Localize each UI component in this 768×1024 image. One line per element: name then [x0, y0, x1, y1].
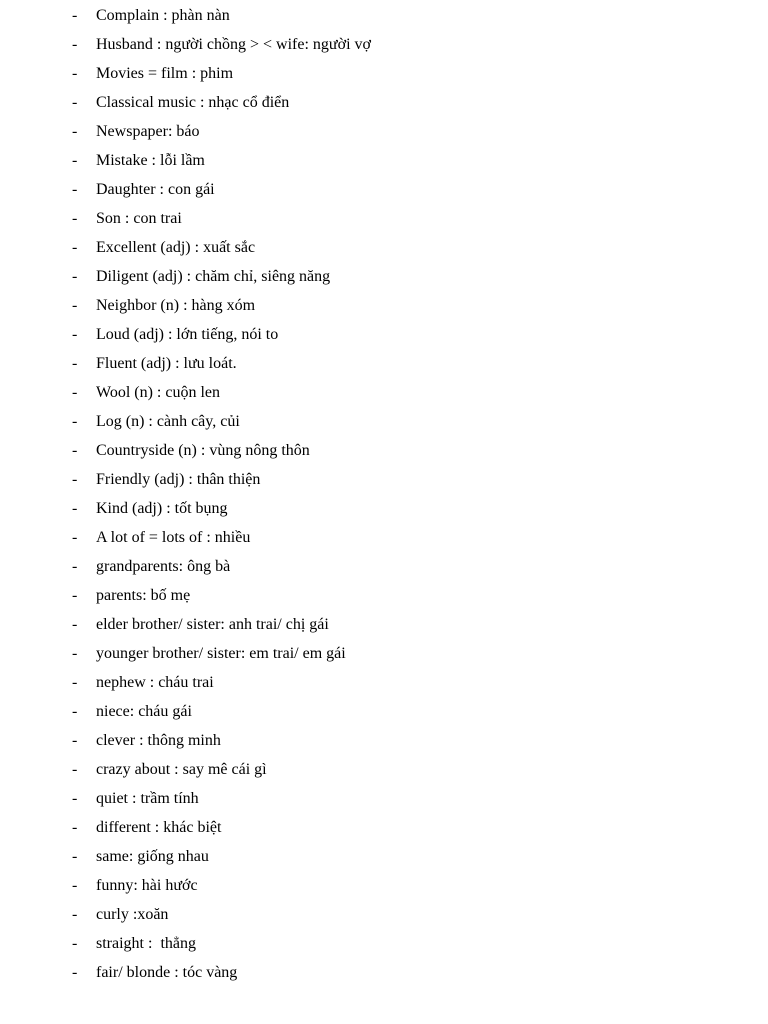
- list-item: [0, 88, 768, 117]
- vocabulary-entry: quiet : trầm tính: [96, 790, 199, 807]
- list-item: [0, 291, 768, 320]
- vocabulary-entry: A lot of = lots of : nhiều: [96, 529, 251, 546]
- vocabulary-entry: Wool (n) : cuộn len: [96, 384, 221, 401]
- list-item: [0, 349, 768, 378]
- bullet-dash: -: [72, 239, 78, 256]
- list-item: [0, 755, 768, 784]
- vocabulary-entry: Daughter : con gái: [96, 181, 215, 198]
- vocabulary-entry: Loud (adj) : lớn tiếng, nói to: [96, 326, 279, 343]
- bullet-dash: -: [72, 819, 78, 836]
- vocabulary-entry: Mistake : lỗi lầm: [96, 152, 205, 169]
- list-item: [0, 378, 768, 407]
- vocabulary-entry: crazy about : say mê cái gì: [96, 761, 267, 778]
- list-item: [0, 146, 768, 175]
- bullet-dash: -: [72, 761, 78, 778]
- list-item: [0, 262, 768, 291]
- vocabulary-entry: elder brother/ sister: anh trai/ chị gái: [96, 616, 329, 633]
- bullet-dash: -: [72, 326, 78, 343]
- vocabulary-entry: Log (n) : cành cây, củi: [96, 413, 240, 430]
- list-item: [0, 581, 768, 610]
- list-item: [0, 1, 768, 30]
- bullet-dash: -: [72, 790, 78, 807]
- list-item: [0, 929, 768, 958]
- bullet-dash: -: [72, 181, 78, 198]
- bullet-dash: -: [72, 587, 78, 604]
- vocabulary-entry: same: giống nhau: [96, 848, 209, 865]
- vocabulary-entry: younger brother/ sister: em trai/ em gái: [96, 645, 346, 662]
- list-item: [0, 958, 768, 987]
- vocabulary-entry: Complain : phàn nàn: [96, 7, 230, 24]
- list-item: [0, 784, 768, 813]
- bullet-dash: -: [72, 558, 78, 575]
- bullet-dash: -: [72, 65, 78, 82]
- bullet-dash: -: [72, 877, 78, 894]
- list-item: [0, 117, 768, 146]
- vocabulary-entry: parents: bố mẹ: [96, 587, 191, 604]
- list-item: [0, 726, 768, 755]
- bullet-dash: -: [72, 152, 78, 169]
- vocabulary-entry: Husband : người chồng > < wife: người vợ: [96, 36, 371, 53]
- bullet-dash: -: [72, 645, 78, 662]
- bullet-dash: -: [72, 355, 78, 372]
- vocabulary-list: [0, 1, 768, 987]
- vocabulary-entry: Neighbor (n) : hàng xóm: [96, 297, 256, 314]
- bullet-dash: -: [72, 703, 78, 720]
- bullet-dash: -: [72, 616, 78, 633]
- list-item: [0, 842, 768, 871]
- list-item: [0, 697, 768, 726]
- bullet-dash: -: [72, 297, 78, 314]
- bullet-dash: -: [72, 848, 78, 865]
- list-item: [0, 204, 768, 233]
- vocabulary-entry: fair/ blonde : tóc vàng: [96, 964, 238, 981]
- vocabulary-entry: Diligent (adj) : chăm chỉ, siêng năng: [96, 268, 331, 285]
- bullet-dash: -: [72, 210, 78, 227]
- vocabulary-entry: different : khác biệt: [96, 819, 222, 836]
- vocabulary-entry: Classical music : nhạc cổ điển: [96, 94, 290, 111]
- list-item: [0, 175, 768, 204]
- vocabulary-entry: Countryside (n) : vùng nông thôn: [96, 442, 310, 459]
- vocabulary-entry: nephew : cháu trai: [96, 674, 214, 691]
- list-item: [0, 320, 768, 349]
- list-item: [0, 233, 768, 262]
- bullet-dash: -: [72, 413, 78, 430]
- bullet-dash: -: [72, 471, 78, 488]
- list-item: [0, 900, 768, 929]
- bullet-dash: -: [72, 36, 78, 53]
- vocabulary-entry: Kind (adj) : tốt bụng: [96, 500, 228, 517]
- vocabulary-entry: Fluent (adj) : lưu loát.: [96, 355, 237, 372]
- list-item: [0, 871, 768, 900]
- vocabulary-entry: Excellent (adj) : xuất sắc: [96, 239, 256, 256]
- vocabulary-entry: curly :xoăn: [96, 906, 169, 923]
- bullet-dash: -: [72, 7, 78, 24]
- bullet-dash: -: [72, 674, 78, 691]
- vocabulary-entry: niece: cháu gái: [96, 703, 192, 720]
- bullet-dash: -: [72, 442, 78, 459]
- vocabulary-entry: Son : con trai: [96, 210, 182, 227]
- bullet-dash: -: [72, 935, 78, 952]
- vocabulary-entry: Newspaper: báo: [96, 123, 200, 140]
- vocabulary-entry: clever : thông minh: [96, 732, 221, 749]
- vocabulary-entry: Movies = film : phim: [96, 65, 234, 82]
- vocabulary-entry: funny: hài hước: [96, 877, 198, 894]
- bullet-dash: -: [72, 732, 78, 749]
- bullet-dash: -: [72, 964, 78, 981]
- bullet-dash: -: [72, 268, 78, 285]
- bullet-dash: -: [72, 500, 78, 517]
- bullet-dash: -: [72, 529, 78, 546]
- list-item: [0, 610, 768, 639]
- list-item: [0, 436, 768, 465]
- list-item: [0, 407, 768, 436]
- list-item: [0, 494, 768, 523]
- list-item: [0, 30, 768, 59]
- list-item: [0, 59, 768, 88]
- vocabulary-entry: straight : thẳng: [96, 935, 196, 952]
- bullet-dash: -: [72, 123, 78, 140]
- list-item: [0, 813, 768, 842]
- vocabulary-entry: Friendly (adj) : thân thiện: [96, 471, 261, 488]
- list-item: [0, 465, 768, 494]
- bullet-dash: -: [72, 906, 78, 923]
- vocabulary-entry: grandparents: ông bà: [96, 558, 231, 575]
- list-item: [0, 668, 768, 697]
- list-item: [0, 552, 768, 581]
- list-item: [0, 523, 768, 552]
- list-item: [0, 639, 768, 668]
- bullet-dash: -: [72, 384, 78, 401]
- bullet-dash: -: [72, 94, 78, 111]
